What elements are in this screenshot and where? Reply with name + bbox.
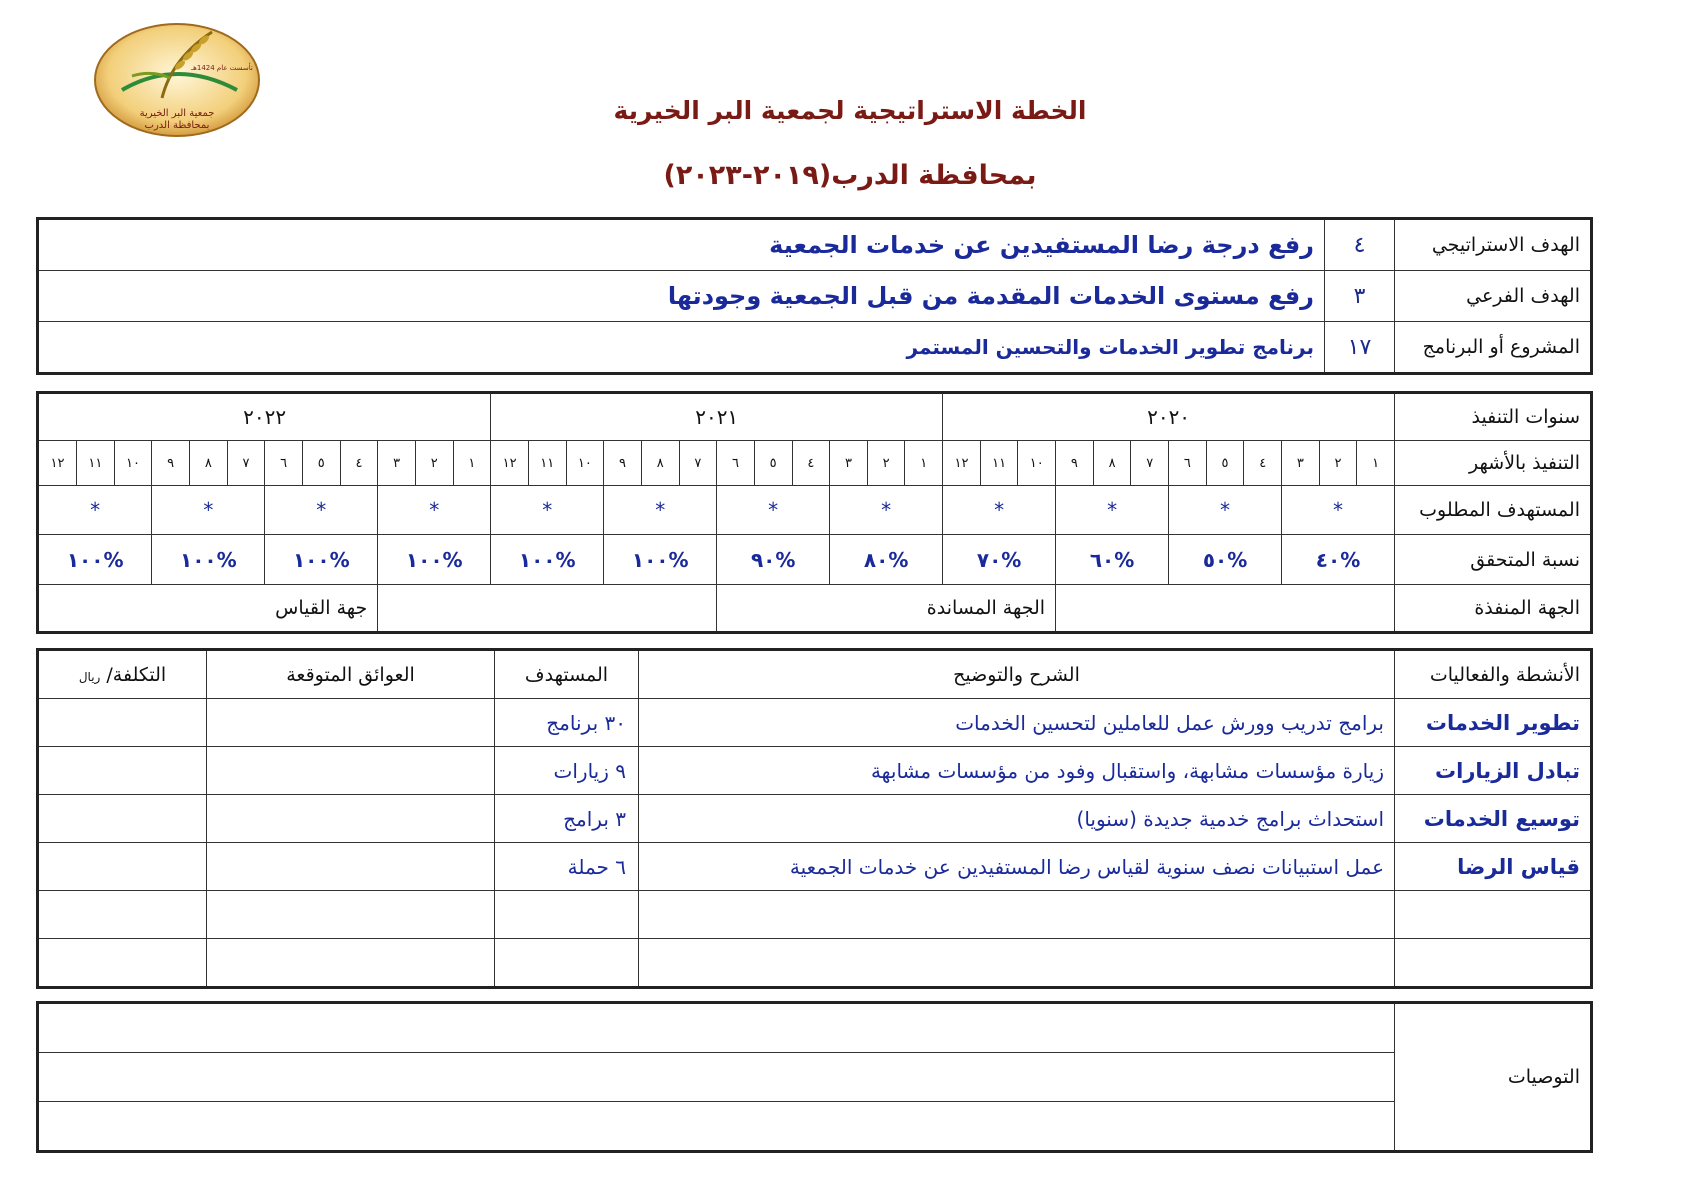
month-cell: ٤	[792, 441, 830, 486]
month-cell: ١١	[528, 441, 566, 486]
month-cell: ٨	[1093, 441, 1131, 486]
months-label: التنفيذ بالأشهر	[1395, 441, 1591, 486]
month-cell: ١٢	[39, 441, 77, 486]
month-cell: ٢	[415, 441, 453, 486]
achieved-percentage: %١٠٠	[39, 535, 152, 585]
month-cell: ٧	[679, 441, 717, 486]
activity-description: زيارة مؤسسات مشابهة، واستقبال وفود من مؤسسات مشابهة	[639, 747, 1395, 795]
achieved-percentage: %١٠٠	[152, 535, 265, 585]
executing-entity-label: الجهة المنفذة	[1395, 585, 1591, 632]
cost-header	[39, 651, 207, 699]
sub-goal-label: الهدف الفرعي	[1395, 271, 1591, 322]
project-text: برنامج تطوير الخدمات والتحسين المستمر	[39, 322, 1325, 373]
month-cell: ٥	[1206, 441, 1244, 486]
strategic-goal-text: رفع درجة رضا المستفيدين عن خدمات الجمعية	[39, 220, 1325, 271]
activities-header-row	[39, 651, 1591, 699]
activity-target: ٦ حملة	[495, 843, 639, 891]
activity-obstacles	[207, 843, 495, 891]
activity-cost	[39, 795, 207, 843]
months-row	[39, 441, 1591, 486]
svg-text:جمعية البر الخيرية: جمعية البر الخيرية	[139, 108, 215, 119]
activity-description: برامج تدريب وورش عمل للعاملين لتحسين الخدمات	[639, 699, 1395, 747]
activity-cost	[39, 747, 207, 795]
target-mark: *	[604, 486, 717, 535]
recommendations-table	[38, 1003, 1591, 1151]
activity-name: توسيع الخدمات	[1395, 795, 1591, 843]
activity-row	[39, 699, 1591, 747]
month-cell: ١١	[77, 441, 115, 486]
month-cell: ٢	[867, 441, 905, 486]
executing-entity-value	[1056, 585, 1395, 632]
target-mark: *	[378, 486, 491, 535]
month-cell: ٩	[604, 441, 642, 486]
month-cell: ٢	[1319, 441, 1357, 486]
month-cell: ٨	[190, 441, 228, 486]
empty-row	[39, 939, 1591, 987]
sub-goal-row	[39, 271, 1591, 322]
target-mark: *	[830, 486, 943, 535]
strategic-goal-label: الهدف الاستراتيجي	[1395, 220, 1591, 271]
month-cell: ٥	[302, 441, 340, 486]
month-cell: ١١	[980, 441, 1018, 486]
month-cell: ١٢	[943, 441, 981, 486]
achieved-percentage: %٩٠	[717, 535, 830, 585]
month-cell: ١٠	[1018, 441, 1056, 486]
achieved-percentage: %١٠٠	[491, 535, 604, 585]
activity-cost	[39, 843, 207, 891]
page-subtitle: بمحافظة الدرب(٢٠١٩-٢٠٢٣)	[663, 160, 1037, 191]
entities-row	[39, 585, 1591, 632]
target-row	[39, 486, 1591, 535]
month-cell: ٦	[1169, 441, 1207, 486]
activity-description: عمل استبيانات نصف سنوية لقياس رضا المستفيدين عن خدمات الجمعية	[639, 843, 1395, 891]
activity-target: ٩ زيارات	[495, 747, 639, 795]
month-cell: ٤	[340, 441, 378, 486]
month-cell: ١٢	[491, 441, 529, 486]
month-cell: ٨	[641, 441, 679, 486]
target-mark: *	[1282, 486, 1395, 535]
project-label: المشروع أو البرنامج	[1395, 322, 1591, 373]
sub-goal-number: ٣	[1325, 271, 1395, 322]
activities-table	[38, 650, 1591, 987]
month-cell: ١٠	[114, 441, 152, 486]
cost-unit: ريال	[78, 669, 101, 684]
goals-table	[38, 219, 1591, 373]
month-cell: ٧	[1131, 441, 1169, 486]
target-mark: *	[717, 486, 830, 535]
strategic-goal-number: ٤	[1325, 220, 1395, 271]
achieved-label: نسبة المتحقق	[1395, 535, 1591, 585]
years-row	[39, 394, 1591, 441]
svg-text:بمحافظة الدرب: بمحافظة الدرب	[144, 120, 210, 131]
recommendation-line	[39, 1102, 1395, 1151]
obstacles-header: العوائق المتوقعة	[207, 651, 495, 699]
achieved-percentage: %٨٠	[830, 535, 943, 585]
month-cell: ٧	[227, 441, 265, 486]
target-mark: *	[1056, 486, 1169, 535]
svg-text:تأسست عام 1424هـ: تأسست عام 1424هـ	[191, 64, 253, 72]
page-title: الخطة الاستراتيجية لجمعية البر الخيرية	[613, 96, 1087, 125]
project-row	[39, 322, 1591, 373]
month-cell: ٩	[1056, 441, 1094, 486]
years-label: سنوات التنفيذ	[1395, 394, 1591, 441]
schedule-table	[38, 393, 1591, 632]
activity-name: تبادل الزيارات	[1395, 747, 1591, 795]
month-cell: ٦	[265, 441, 303, 486]
month-cell: ١٠	[566, 441, 604, 486]
activity-row	[39, 795, 1591, 843]
achieved-percentage: %٤٠	[1282, 535, 1395, 585]
month-cell: ٣	[830, 441, 868, 486]
target-mark: *	[943, 486, 1056, 535]
target-label: المستهدف المطلوب	[1395, 486, 1591, 535]
recommendation-line	[39, 1053, 1395, 1102]
achieved-percentage: %١٠٠	[378, 535, 491, 585]
cost-header-label: التكلفة/	[106, 663, 167, 686]
supporting-entity-value	[378, 585, 717, 632]
sub-goal-text: رفع مستوى الخدمات المقدمة من قبل الجمعية وجودتها	[39, 271, 1325, 322]
activity-cost	[39, 699, 207, 747]
month-cell: ٣	[1282, 441, 1320, 486]
target-mark: *	[491, 486, 604, 535]
activity-obstacles	[207, 795, 495, 843]
achieved-percentage: %٥٠	[1169, 535, 1282, 585]
month-cell: ٦	[717, 441, 755, 486]
activity-name: تطوير الخدمات	[1395, 699, 1591, 747]
activity-target: ٣٠ برنامج	[495, 699, 639, 747]
month-cell: ٤	[1244, 441, 1282, 486]
empty-row	[39, 891, 1591, 939]
supporting-entity-label: الجهة المساندة	[717, 585, 1056, 632]
project-number: ١٧	[1325, 322, 1395, 373]
recommendation-line	[39, 1004, 1395, 1053]
activity-description: استحداث برامج خدمية جديدة (سنويا)	[639, 795, 1395, 843]
month-cell: ٩	[152, 441, 190, 486]
month-cell: ١	[1357, 441, 1395, 486]
achieved-row	[39, 535, 1591, 585]
month-cell: ١	[453, 441, 491, 486]
achieved-percentage: %٦٠	[1056, 535, 1169, 585]
year-cell: ٢٠٢٠	[943, 394, 1395, 441]
year-cell: ٢٠٢٢	[39, 394, 491, 441]
association-logo	[92, 18, 262, 140]
achieved-percentage: %٧٠	[943, 535, 1056, 585]
activity-obstacles	[207, 747, 495, 795]
target-mark: *	[265, 486, 378, 535]
measuring-entity-label: جهة القياس	[39, 585, 378, 632]
activity-row	[39, 747, 1591, 795]
description-header: الشرح والتوضيح	[639, 651, 1395, 699]
activity-row	[39, 843, 1591, 891]
month-cell: ٣	[378, 441, 416, 486]
activity-header: الأنشطة والفعاليات	[1395, 651, 1591, 699]
achieved-percentage: %١٠٠	[604, 535, 717, 585]
achieved-percentage: %١٠٠	[265, 535, 378, 585]
activity-name: قياس الرضا	[1395, 843, 1591, 891]
strategic-goal-row	[39, 220, 1591, 271]
month-cell: ١	[905, 441, 943, 486]
target-header: المستهدف	[495, 651, 639, 699]
target-mark: *	[152, 486, 265, 535]
year-cell: ٢٠٢١	[491, 394, 943, 441]
activity-target: ٣ برامج	[495, 795, 639, 843]
activity-obstacles	[207, 699, 495, 747]
month-cell: ٥	[754, 441, 792, 486]
recommendations-label: التوصيات	[1395, 1004, 1591, 1151]
target-mark: *	[1169, 486, 1282, 535]
target-mark: *	[39, 486, 152, 535]
